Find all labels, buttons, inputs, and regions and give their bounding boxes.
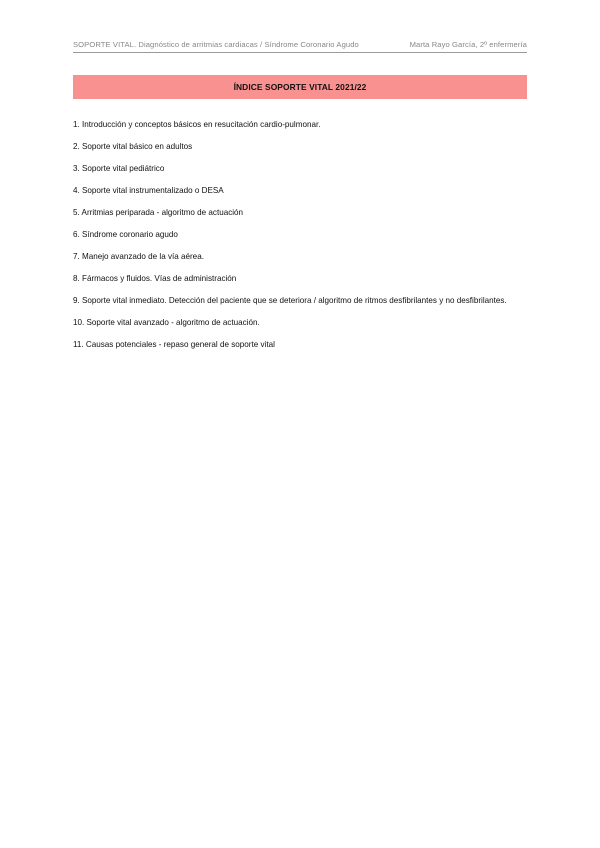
toc-item: 7. Manejo avanzado de la vía aérea. — [73, 252, 204, 261]
toc-item: 9. Soporte vital inmediato. Detección del paciente que se deteriora / algoritmo de ritmos desfibrilantes y no desfibrilantes. — [73, 296, 507, 305]
header-document-title: SOPORTE VITAL. Diagnóstico de arritmias cardiacas / Síndrome Coronario Agudo — [73, 39, 359, 49]
toc-item: 1. Introducción y conceptos básicos en resucitación cardio-pulmonar. — [73, 120, 321, 129]
toc-item: 6. Síndrome coronario agudo — [73, 230, 178, 239]
header-author: Marta Rayo García, 2º enfermería — [409, 39, 527, 49]
toc-item: 3. Soporte vital pediátrico — [73, 164, 165, 173]
index-title-bar — [73, 75, 527, 99]
toc-item: 2. Soporte vital básico en adultos — [73, 142, 193, 151]
page-header — [73, 36, 527, 52]
table-of-contents — [73, 114, 527, 356]
toc-item: 10. Soporte vital avanzado - algoritmo de actuación. — [73, 318, 260, 327]
header-divider — [73, 52, 527, 53]
toc-item: 5. Arritmias periparada - algoritmo de actuación — [73, 208, 244, 217]
toc-item: 4. Soporte vital instrumentalizado o DESA — [73, 186, 224, 195]
index-title: ÍNDICE SOPORTE VITAL 2021/22 — [233, 82, 367, 92]
toc-item: 8. Fármacos y fluidos. Vías de administración — [73, 274, 237, 283]
toc-item: 11. Causas potenciales - repaso general de soporte vital — [73, 340, 275, 349]
